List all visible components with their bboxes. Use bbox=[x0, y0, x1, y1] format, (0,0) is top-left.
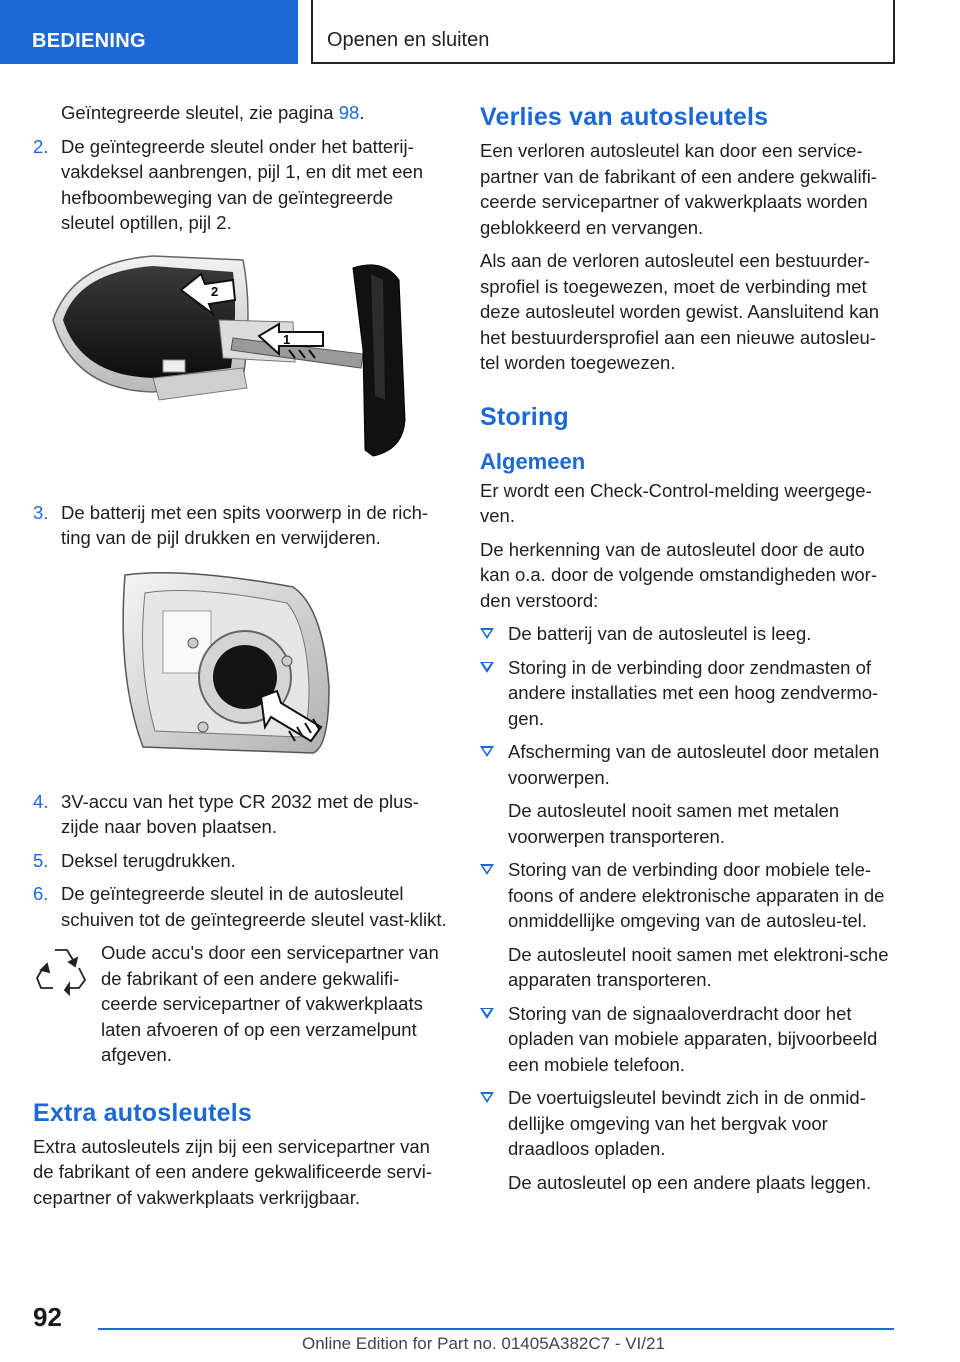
step-number: 4. bbox=[33, 790, 49, 812]
section-tab bbox=[0, 0, 298, 64]
step-5 bbox=[33, 848, 451, 874]
page-link-98[interactable]: 98 bbox=[338, 102, 360, 123]
step-number: 6. bbox=[33, 883, 49, 904]
step-6 bbox=[33, 881, 451, 932]
figure-battery-compartment bbox=[33, 567, 451, 773]
left-column bbox=[33, 100, 451, 1218]
paragraph-lost-keys-1: Een verloren autosleutel kan door een service-partner van de fabrikant of een andere gekwalifi-ceerde servicepartner of vakwerkplaats worden geblokkeerd en vervangen. bbox=[480, 140, 877, 238]
heading-malfunction: Storing bbox=[480, 402, 569, 431]
paragraph-extra-keys: Extra autosleutels zijn bij een servicepartner van de fabrikant of een andere gekwalificeerde servi-cepartner of vakwerkplaats verkrijgbaar. bbox=[33, 1135, 433, 1208]
recycling-note bbox=[33, 940, 451, 1068]
step-text: De geïntegreerde sleutel onder het batterij-vakdeksel aanbrengen, pijl 1, en dit met een hefboombeweging van de geïntegreerde sleutel optillen, pijl 2. bbox=[61, 135, 424, 233]
paragraph-general-2: De herkenning van de autosleutel door de auto kan o.a. door de volgende omstandigheden wor-den verstoord: bbox=[480, 538, 877, 611]
list-item: De voertuigsleutel bevindt zich in de onmid-dellijke omgeving van het bergvak voor draadloos opladen. bbox=[480, 1085, 895, 1162]
list-item-note: De autosleutel nooit samen met elektroni-sche apparaten transporteren. bbox=[508, 943, 889, 990]
svg-text:2: 2 bbox=[211, 283, 219, 299]
step-number: 2. bbox=[33, 135, 49, 157]
step-number: 3. bbox=[33, 501, 49, 523]
list-item-note: De autosleutel op een andere plaats leggen. bbox=[508, 1171, 872, 1193]
step-number: 5. bbox=[33, 849, 49, 871]
footer-edition: Online Edition for Part no. 01405A382C7 - VI/21 bbox=[302, 1334, 665, 1353]
section-label: BEDIENING bbox=[32, 30, 146, 52]
recycle-icon bbox=[33, 944, 89, 996]
list-item: Storing van de verbinding door mobiele tele-foons of andere elektronische apparaten in de onmiddellijke omgeving van de autosleu-tel. bbox=[480, 857, 895, 934]
heading-extra-keys: Extra autosleutels bbox=[33, 1098, 252, 1127]
step-2 bbox=[33, 134, 451, 236]
list-item-note: De autosleutel nooit samen met metalen voorwerpen transporteren. bbox=[508, 800, 840, 847]
paragraph-lost-keys-2: Als aan de verloren autosleutel een bestuurder-sprofiel is toegewezen, moet de verbinding met deze autosleutel worden gewist. Aansluitend kan het bestuurdersprofiel aan een nieuwe autosleu-tel worden toegewezen. bbox=[480, 250, 880, 373]
chapter-title: Openen en sluiten bbox=[327, 29, 490, 51]
chapter-header bbox=[311, 0, 895, 64]
heading-general: Algemeen bbox=[480, 448, 586, 474]
bullet-triangle-icon bbox=[480, 1008, 494, 1019]
battery-compartment-illustration bbox=[33, 567, 451, 773]
figure-key-fob-lever bbox=[33, 250, 451, 486]
step-1-continuation: Geïntegreerde sleutel, zie pagina 98. bbox=[61, 102, 365, 123]
key-fob-lever-illustration bbox=[33, 250, 451, 486]
list-item: Afscherming van de autosleutel door metalen voorwerpen. bbox=[480, 739, 895, 790]
step-text: De geïntegreerde sleutel in de autosleutel schuiven tot de geïntegreerde sleutel vast-klikt. bbox=[61, 883, 447, 930]
svg-text:1: 1 bbox=[283, 331, 291, 347]
recycling-text: Oude accu's door een servicepartner van de fabrikant of een andere gekwalifi-ceerde servicepartner of vakwerkplaats laten afvoeren of op een verzamelpunt afgeven. bbox=[101, 942, 439, 1065]
bullet-triangle-icon bbox=[480, 1092, 494, 1103]
page-number: 92 bbox=[33, 1302, 62, 1332]
step-text: 3V-accu van het type CR 2032 met de plus-zijde naar boven plaatsen. bbox=[61, 790, 419, 837]
step-4 bbox=[33, 789, 451, 840]
list-item: Storing in de verbinding door zendmasten of andere installaties met een hoog zendvermo-gen. bbox=[480, 655, 895, 732]
bullet-triangle-icon bbox=[480, 628, 494, 639]
bullet-triangle-icon bbox=[480, 746, 494, 757]
step-text: De batterij met een spits voorwerp in de rich-ting van de pijl drukken en verwijderen. bbox=[61, 501, 429, 548]
list-item: Storing van de signaaloverdracht door het opladen van mobiele apparaten, bijvoorbeeld een mobiele telefoon. bbox=[480, 1001, 895, 1078]
list-item: De batterij van de autosleutel is leeg. bbox=[480, 621, 895, 647]
step-text: Deksel terugdrukken. bbox=[61, 849, 236, 871]
paragraph-general-1: Er wordt een Check-Control-melding weergege-ven. bbox=[480, 479, 872, 526]
bullet-triangle-icon bbox=[480, 864, 494, 875]
heading-lost-keys: Verlies van autosleutels bbox=[480, 103, 769, 131]
right-column bbox=[480, 100, 895, 1203]
footer-divider bbox=[98, 1328, 894, 1330]
step-3 bbox=[33, 500, 451, 551]
bullet-triangle-icon bbox=[480, 662, 494, 673]
